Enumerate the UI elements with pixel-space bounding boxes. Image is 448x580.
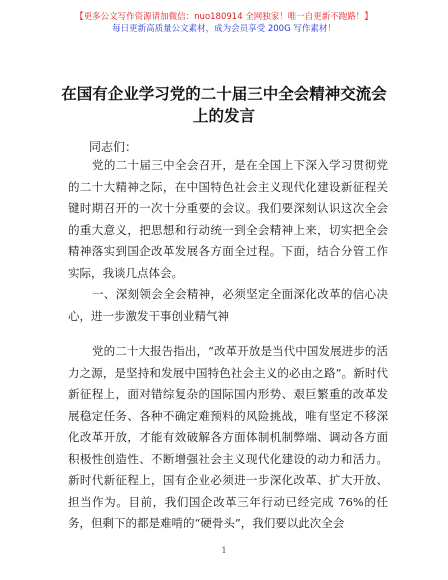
promo-banner — [0, 11, 448, 35]
document-title: 在国有企业学习党的二十届三中全会精神交流会上的发言 — [61, 85, 387, 125]
promo-banner-line-2: 每日更新高质量公文素材，成为会员享受 200G 写作素材！ — [112, 24, 336, 34]
page-number: 1 — [221, 546, 227, 555]
body-paragraph-1: 党的二十届三中全会召开，是在全国上下深入学习贯彻党的二十大精神之际，在中国特色社会主义现代化建设新征程关键时期召开的一次十分重要的会议。我们要深刻认识这次全会的重大意义，把思想和行动统一到全会精神上来，切实把全会精神落实到国企改革发展各方面全过程。下面，结合分管工作实际，我谈几点体会。 — [68, 158, 388, 280]
section-heading-1: 一、深刻领会全会精神，必须坚定全面深化改革的信心决心，进一步激发干事创业精气神 — [68, 287, 388, 323]
body-paragraph-2: 党的二十大报告指出，“改革开放是当代中国发展进步的活力之源，是坚持和发展中国特色社会主义的必由之路”。新时代新征程上，面对错综复杂的国际国内形势、艰巨繁重的改革发展稳定任务、各种不确定难预料的风险挑战，唯有坚定不移深化改革开放，才能有效破解各方面体制机制弊端、调动各方面积极性创造性、不断增强社会主义现代化建设的动力和活力。新时代新征程上，国有企业必须进一步深化改革、扩大开放、担当作为。目前，我们国企改革三年行动已经完成 76%的任务，但剩下的都是难啃的“硬骨头”，我们要以此次全会 — [68, 344, 388, 530]
promo-banner-line-1: 【更多公文写作资源请加微信：nuo180914 全网独家！唯一自更新不跑路！】 — [75, 12, 373, 22]
salutation: 同志们： — [89, 140, 138, 154]
